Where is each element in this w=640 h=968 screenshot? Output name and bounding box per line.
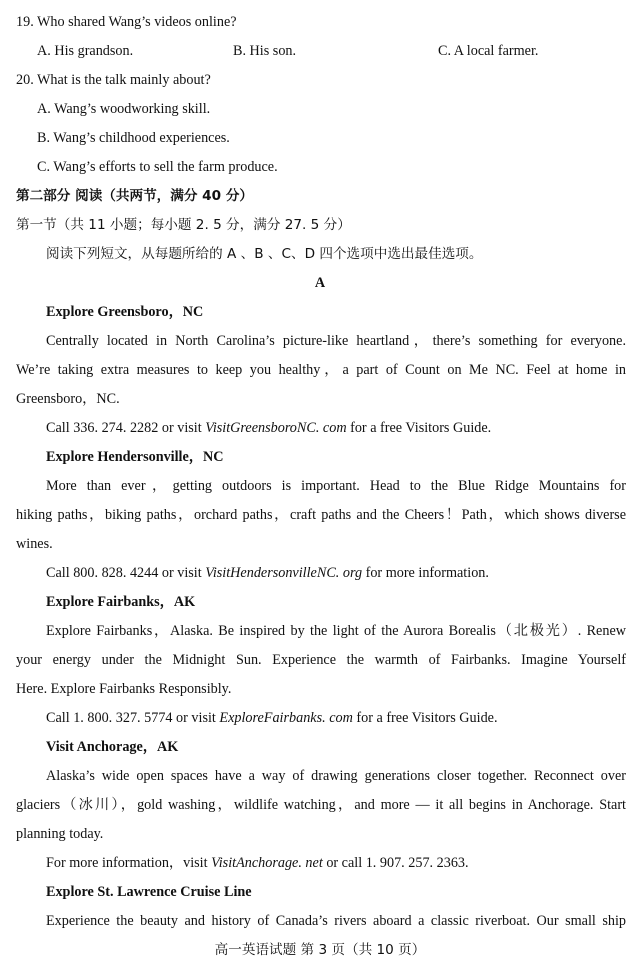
ad-body-line: We’re taking extra measures to keep you healthy，a part of Count on Me NC. Feel at home in (16, 362, 626, 378)
ad-contact: For more information，visit VisitAnchorage. net or call 1. 907. 257. 2363. (46, 855, 469, 871)
subsection-title: 第一节（共 11 小题；每小题 2. 5 分，满分 27. 5 分） (16, 217, 351, 233)
ad-body-line: Greensboro，NC. (16, 391, 120, 407)
ad-title: Explore Hendersonville，NC (46, 449, 224, 465)
ad-title: Explore St. Lawrence Cruise Line (46, 884, 252, 900)
ad-title: Explore Fairbanks，AK (46, 594, 196, 610)
part-title: 第二部分 阅读（共两节，满分 40 分） (16, 188, 254, 204)
instruction: 阅读下列短文，从每题所给的 A 、B 、C、D 四个选项中选出最佳选项。 (46, 246, 483, 262)
ad-body-line: Alaska’s wide open spaces have a way of drawing generations closer together. Reconnect over (46, 768, 626, 784)
ad-body-line: Here. Explore Fairbanks Responsibly. (16, 681, 232, 697)
ad-body-line: your energy under the Midnight Sun. Experience the warmth of Fairbanks. Imagine Yourself (16, 652, 626, 668)
page-footer: 高一英语试题 第 3 页（共 10 页） (214, 942, 426, 958)
ad-body-line: hiking paths，biking paths，orchard paths，craft paths and the Cheers！Path，which shows diverse (16, 507, 626, 523)
ad-body-line: glaciers（冰川），gold washing，wildlife watching，and more — it all begins in Anchorage. Start (16, 797, 626, 813)
ad-body-line: wines. (16, 536, 53, 552)
q19-option-a: A. His grandson. (37, 43, 134, 59)
ad-contact: Call 1. 800. 327. 5774 or visit ExploreFairbanks. com for a free Visitors Guide. (46, 710, 498, 726)
q19-option-b: B. His son. (233, 43, 297, 59)
ad-body-line: Explore Fairbanks，Alaska. Be inspired by the light of the Aurora Borealis（北极光）. Renew (46, 623, 626, 639)
ad-contact: Call 800. 828. 4244 or visit VisitHendersonvilleNC. org for more information. (46, 565, 489, 581)
ad-body-line: More than ever，getting outdoors is important. Head to the Blue Ridge Mountains for (46, 478, 626, 494)
passage-label: A (314, 275, 326, 291)
q19-option-c: C. A local farmer. (438, 43, 539, 59)
ad-website: VisitHendersonvilleNC. org (205, 565, 363, 581)
q20-option-a: A. Wang’s woodworking skill. (37, 101, 211, 117)
question-20-stem: 20. What is the talk mainly about? (16, 72, 211, 88)
ad-website: VisitGreensboroNC. com (205, 420, 347, 436)
q20-option-b: B. Wang’s childhood experiences. (37, 130, 230, 146)
ad-website: VisitAnchorage. net (211, 855, 323, 871)
ad-contact: Call 336. 274. 2282 or visit VisitGreensboroNC. com for a free Visitors Guide. (46, 420, 492, 436)
ad-body-line: Centrally located in North Carolina’s picture-like heartland，there’s something for everyone. (46, 333, 626, 349)
ad-title: Visit Anchorage，AK (46, 739, 179, 755)
q20-option-c: C. Wang’s efforts to sell the farm produce. (37, 159, 278, 175)
ad-title: Explore Greensboro，NC (46, 304, 204, 320)
question-19-stem: 19. Who shared Wang’s videos online? (16, 14, 237, 30)
ad-body-line: Experience the beauty and history of Canada’s rivers aboard a classic riverboat. Our small ship (46, 913, 626, 929)
ad-body-line: planning today. (16, 826, 104, 842)
ad-website: ExploreFairbanks. com (219, 710, 353, 726)
